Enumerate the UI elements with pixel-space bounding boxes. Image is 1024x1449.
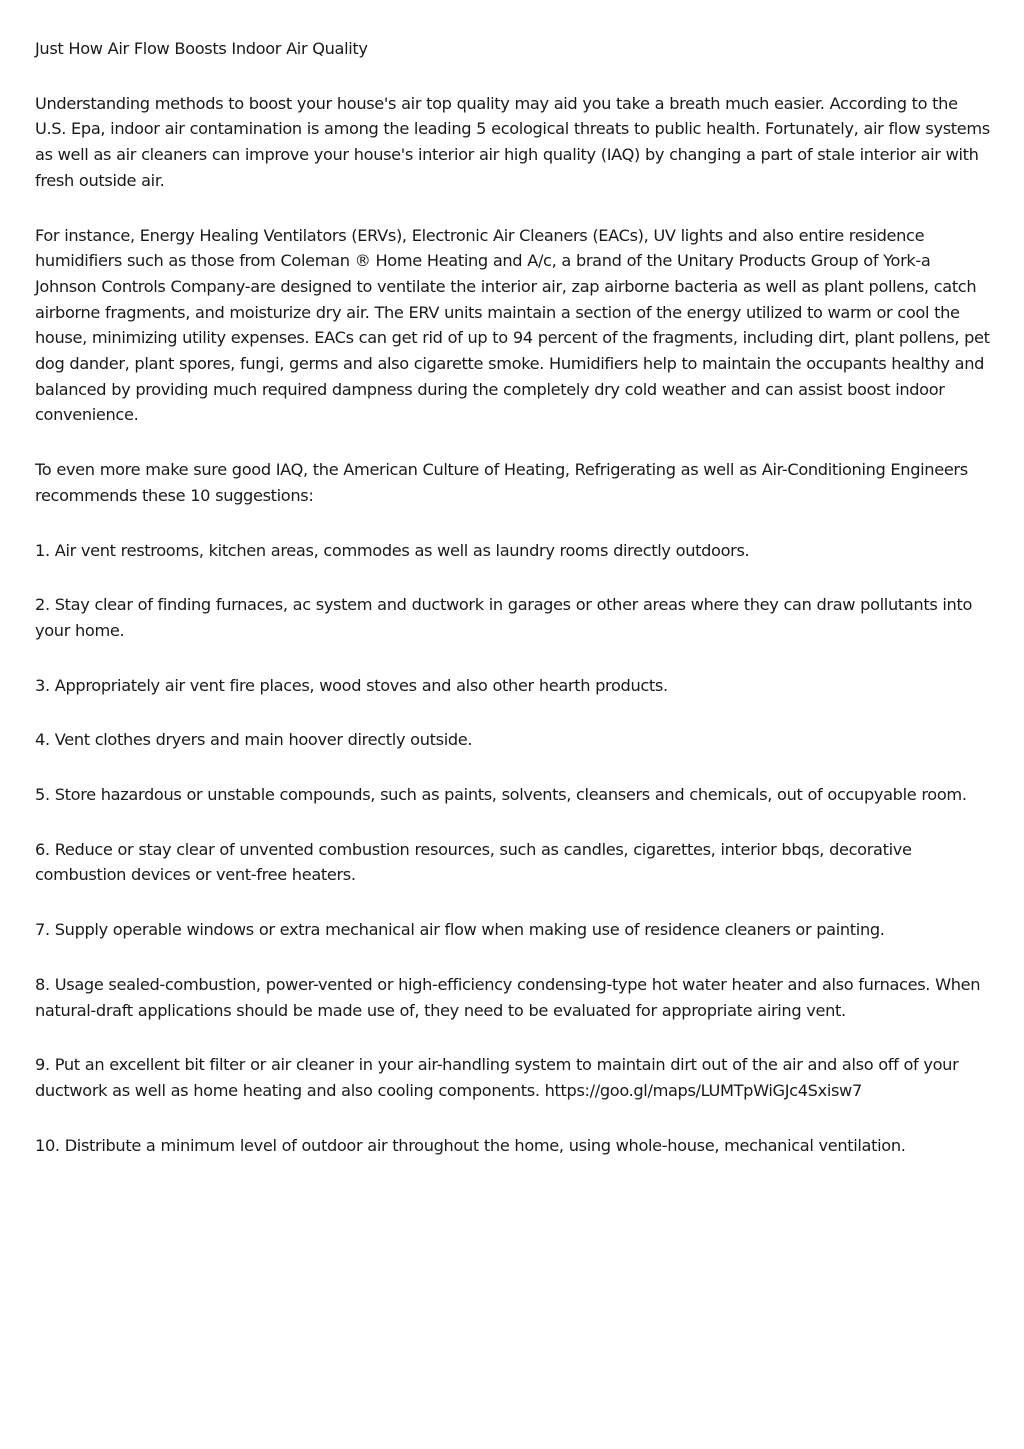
intro-paragraph: Understanding methods to boost your house's air top quality may aid you take a breath much easier. According to the U.S. Epa, indoor air contamination is among the leading 5 ecological threats to public health. Fortunately, air flow systems as well as air cleaners can improve your house's interior air high quality (IAQ) by changing a part of stale interior air with fresh outside air. <box>35 93 990 190</box>
suggestion-item-7: 7. Supply operable windows or extra mechanical air flow when making use of residence cleaners or painting. <box>35 920 885 940</box>
suggestion-item-8: 8. Usage sealed-combustion, power-vented or high-efficiency condensing-type hot water heater and also furnaces. When natural-draft applications should be made use of, they need to be evaluated for appropriate airing vent. <box>35 974 981 1020</box>
suggestion-item-2: 2. Stay clear of finding furnaces, ac system and ductwork in garages or other areas where they can draw pollutants into your home. <box>35 595 973 640</box>
suggestion-item-1: 1. Air vent restrooms, kitchen areas, commodes as well as laundry rooms directly outdoors. <box>35 540 750 560</box>
suggestion-item-3: 3. Appropriately air vent fire places, wood stoves and also other hearth products. <box>35 675 668 695</box>
suggestion-item-4: 4. Vent clothes dryers and main hoover directly outside. <box>35 730 473 750</box>
suggestion-item-6: 6. Reduce or stay clear of unvented combustion resources, such as candles, cigarettes, interior bbqs, decorative combustion devices or vent-free heaters. <box>35 839 912 885</box>
suggestion-item-10: 10. Distribute a minimum level of outdoor air throughout the home, using whole-house, mechanical ventilation. <box>35 1135 906 1155</box>
suggestion-item-5: 5. Store hazardous or unstable compounds, such as paints, solvents, cleansers and chemicals, out of occupyable room. <box>35 785 967 805</box>
document-page <box>35 36 993 1187</box>
recommendations-intro-paragraph: To even more make sure good IAQ, the American Culture of Heating, Refrigerating as well as Air-Conditioning Engineers recommends these 10 suggestions: <box>35 460 968 505</box>
document-title: Just How Air Flow Boosts Indoor Air Quality <box>35 39 368 58</box>
suggestion-item-9: 9. Put an excellent bit filter or air cleaner in your air-handling system to maintain dirt out of the air and also off of your ductwork as well as home heating and also cooling components. https://goo.gl/maps/LUMTpWiGJc4Sxisw7 <box>35 1055 959 1100</box>
products-paragraph: For instance, Energy Healing Ventilators (ERVs), Electronic Air Cleaners (EACs), UV lights and also entire residence humidifiers such as those from Coleman ® Home Heating and A/c, a brand of the Unitary Products Group of York-a Johnson Controls Company-are designed to ventilate the interior air, zap airborne bacteria as well as plant pollens, catch airborne fragments, and moisturize dry air. The ERV units maintain a section of the energy utilized to warm or cool the house, minimizing utility expenses. EACs can get rid of up to 94 percent of the fragments, including dirt, plant pollens, pet dog dander, plant spores, fungi, germs and also cigarette smoke. Humidifiers help to maintain the occupants healthy and balanced by providing much required dampness during the completely dry cold weather and can assist boost indoor convenience. <box>35 225 990 425</box>
